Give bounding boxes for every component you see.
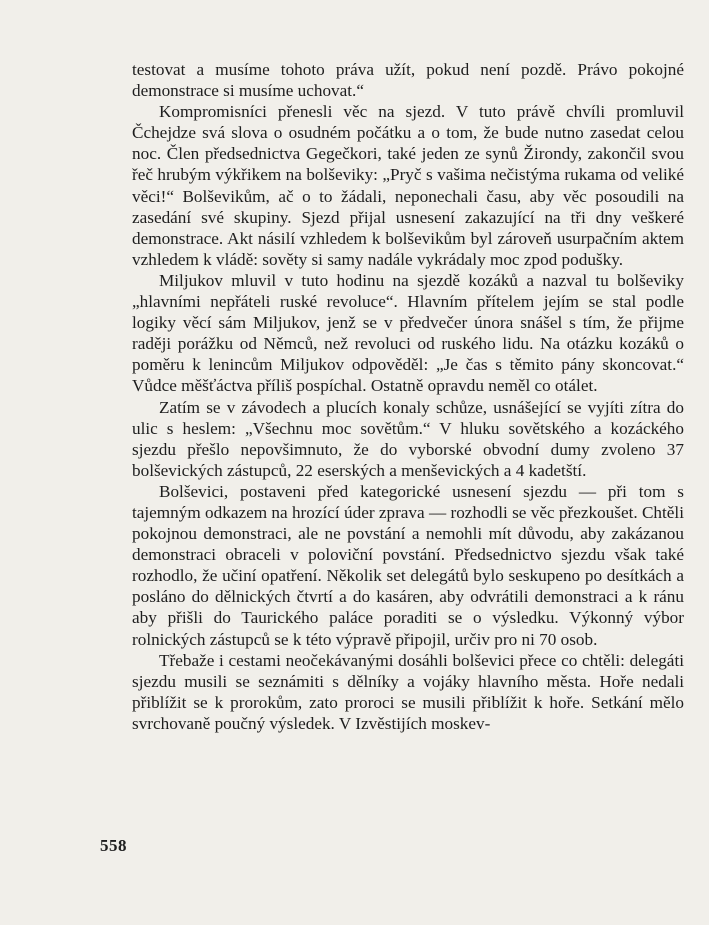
paragraph: Třebaže i cestami neočekávanými dosáhli bolševici přece co chtěli: delegáti sjezdu musili se seznámiti s dělníky a vojáky hlavního města. Hoře nedali přiblížit se k prorokům, zato proroci se musili přiblížit k hoře. Setkání mělo svrchovaně poučný výsledek. V Izvěstijích moskev- (132, 650, 684, 733)
paragraph: Miljukov mluvil v tuto hodinu na sjezdě kozáků a nazval tu bolševiky „hlavními nepřáteli ruské revoluce“. Hlavním přítelem jejím se stal podle logiky věcí sám Miljukov, jenž se v předvečer února snášel s tím, že přijme raději porážku od Němců, než revoluci od ruského lidu. Na otázku kozáků o poměru k lenincům Miljukov odpověděl: „Je čas s těmito pány skoncovat.“ Vůdce měšťáctva příliš pospíchal. Ostatně opravdu neměl co otálet. (132, 270, 684, 396)
paragraph: Kompromisníci přenesli věc na sjezd. V tuto právě chvíli promluvil Čchejdze svá slova o osudném počátku a o tom, že bude nutno zasedat celou noc. Člen předsednictva Gegečkori, také jeden ze synů Žirondy, zakončil svou řeč hrubým výkřikem na bolševiky: „Pryč s vašima nečistýma rukama od veliké věci!“ Bolševikům, ač o to žádali, neponechali času, aby věc posoudili na zasedání své skupiny. Sjezd přijal usnesení zakazující na tři dny veškeré demonstrace. Akt násilí vzhledem k bolševikům byl zároveň usurpačním aktem vzhledem k vládě: sověty si samy nadále vykrádaly moc zpod podušky. (132, 102, 684, 269)
paragraph: Zatím se v závodech a plucích konaly schůze, usnášející se vyjíti zítra do ulic s heslem: „Všechnu moc sovětům.“ V hluku sovětského a kozáckého sjezdu přešlo nepovšimnuto, že do vyborské obvodní dumy zvoleno 37 bolševických zástupců, 22 eserských a menševických a 4 kadetští. (132, 397, 684, 480)
paragraph: Bolševici, postaveni před kategorické usnesení sjezdu — při tom s tajemným odkazem na hrozící úder zprava — rozhodli se věc přezkoušet. Chtěli pokojnou demonstraci, ale ne povstání a nemohli mít důvodu, aby zakázanou demonstraci obraceli v poloviční povstání. Předsednictvo sjezdu však také rozhodlo, že učiní opatření. Několik set delegátů bylo seskupeno po desítkách a posláno do dělnických čtvrtí a do kasáren, aby odvrátili demonstraci a k ránu aby přišli do Taurického paláce poraditi se o výsledku. Výkonný výbor rolnických zástupců se k této výpravě připojil, určiv pro ni 70 osob. (132, 481, 684, 649)
page-number: 558 (100, 836, 127, 855)
body-text (132, 59, 684, 734)
paragraph: testovat a musíme tohoto práva užít, pokud není pozdě. Právo pokojné demonstrace si musíme uchovat.“ (132, 60, 684, 101)
